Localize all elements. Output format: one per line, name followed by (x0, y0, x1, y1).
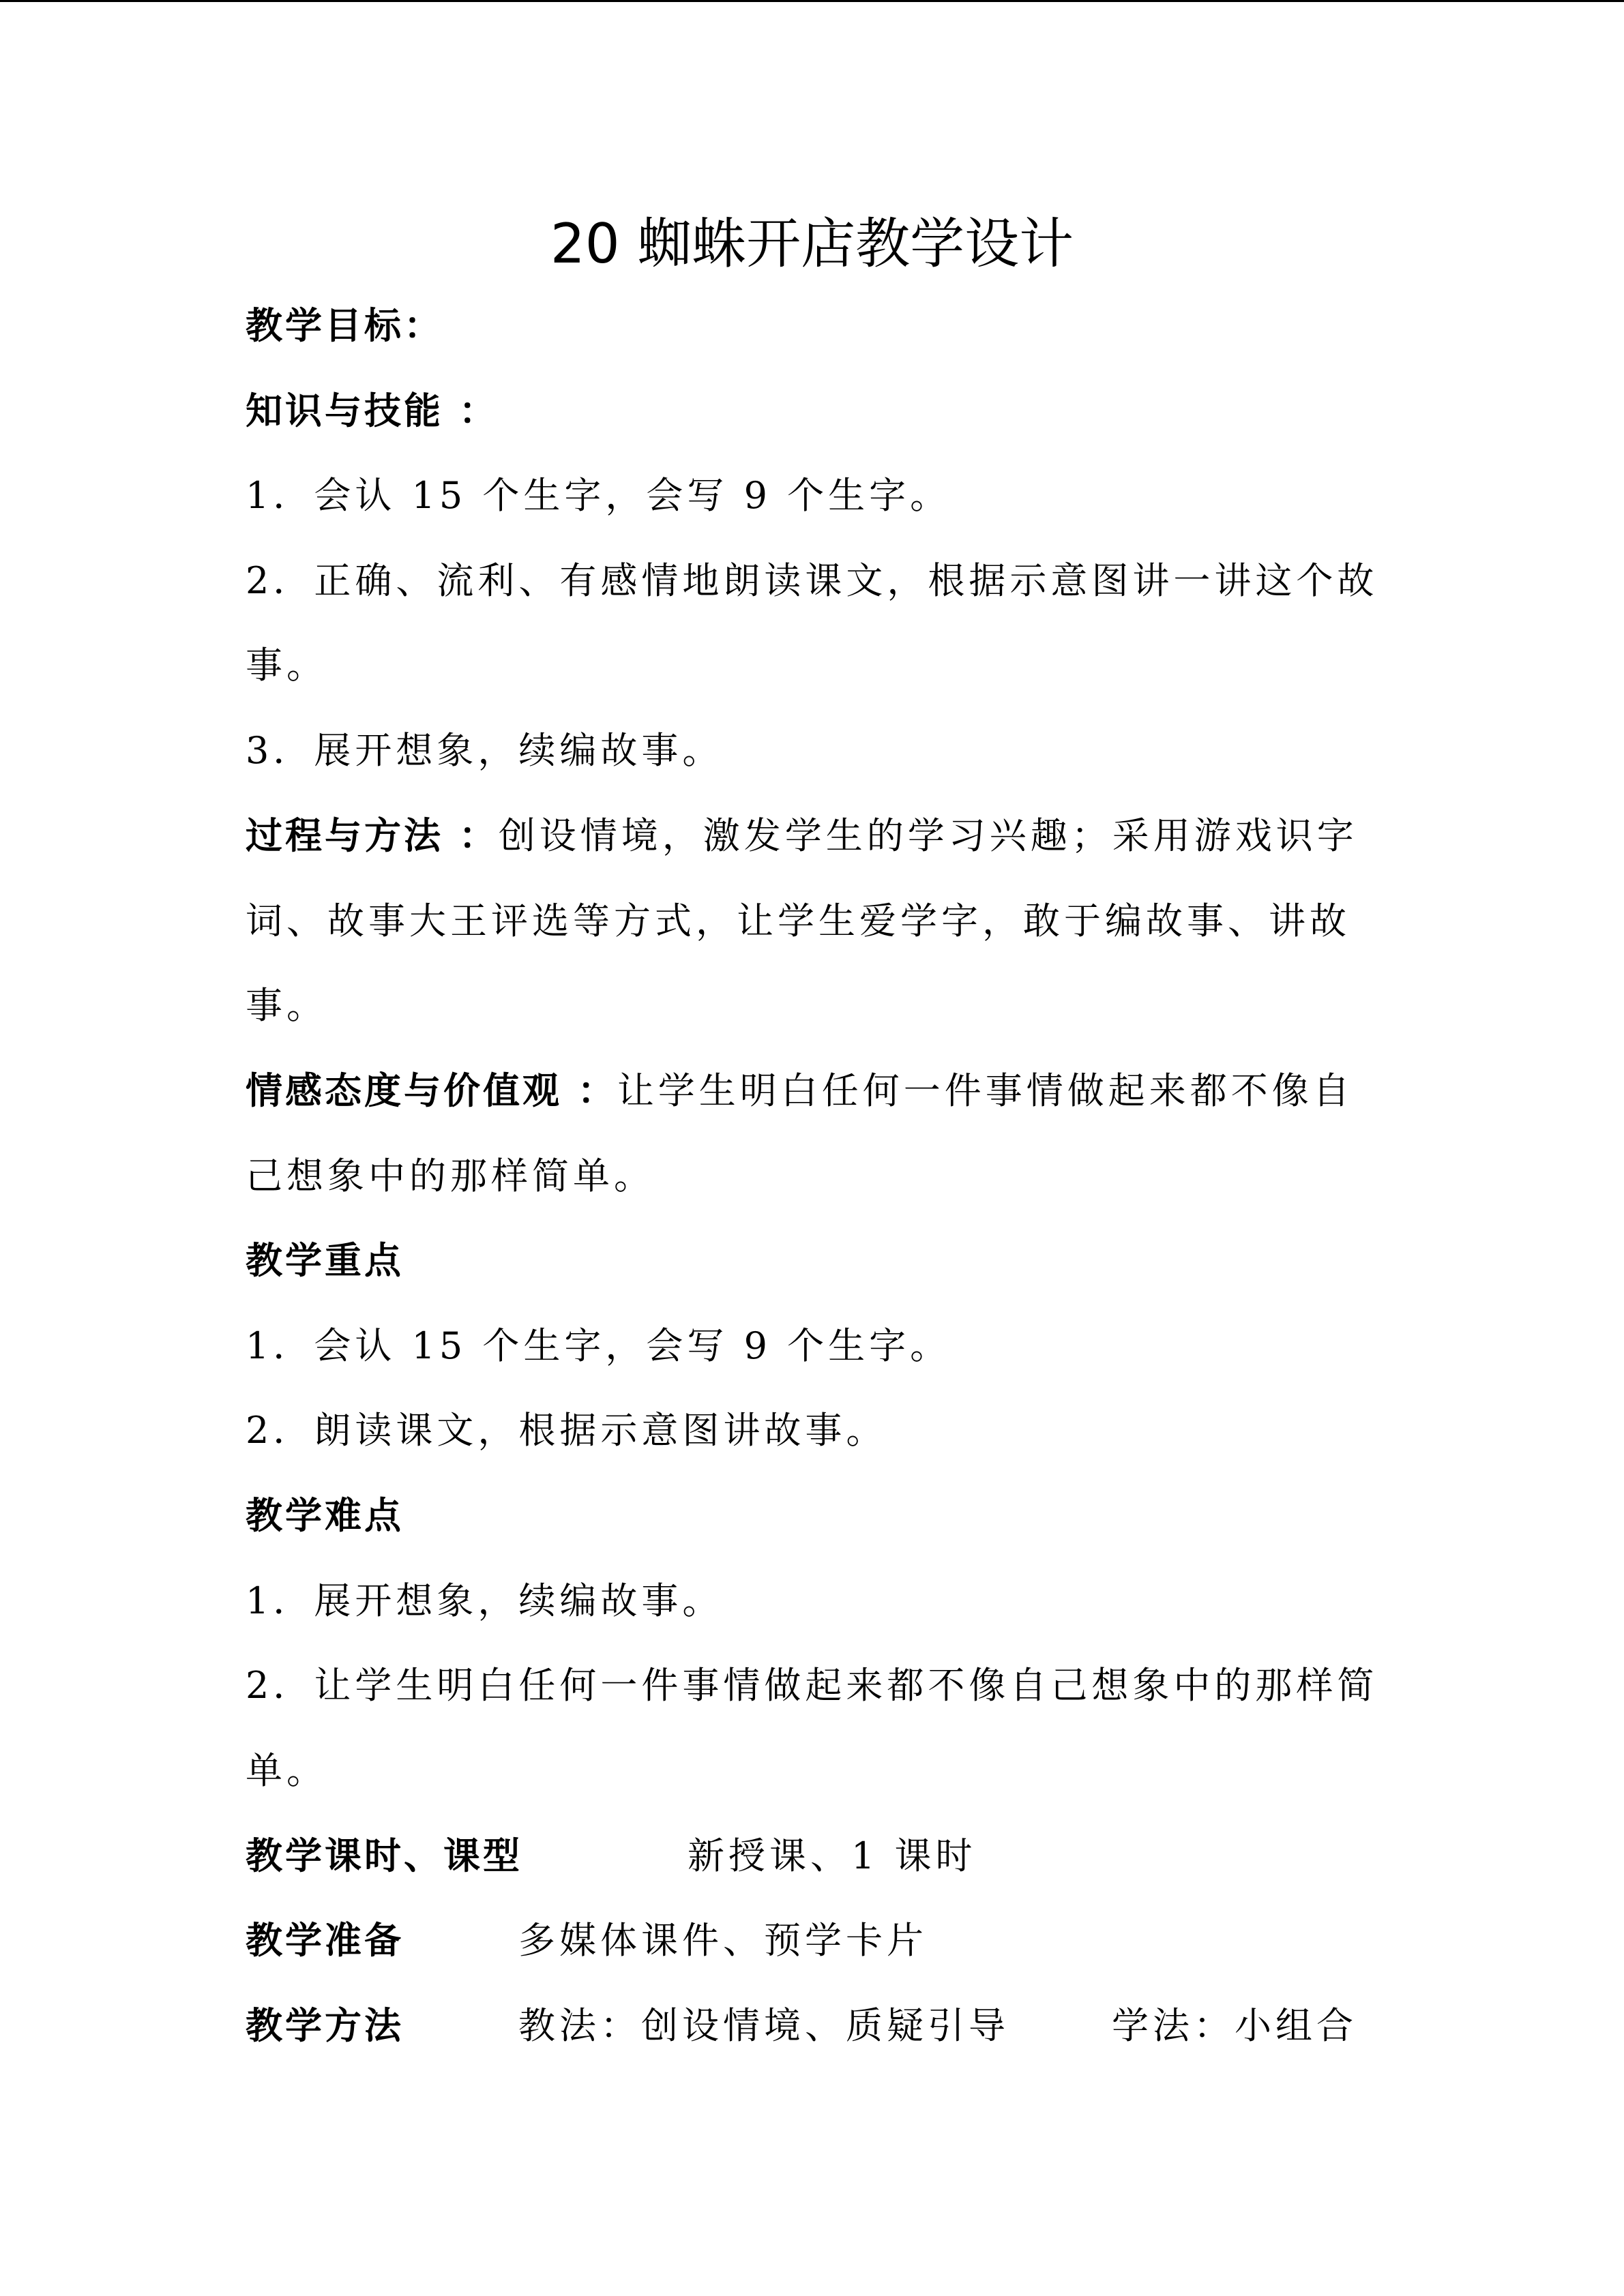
preparation-value: 多媒体课件、预学卡片 (518, 1919, 928, 1962)
key-point-item: 1．会认 15 个生字，会写 9 个生字。 (246, 1324, 951, 1367)
knowledge-item: 2．正确、流利、有感情地朗读课文，根据示意图讲一讲这个故 (246, 559, 1378, 602)
process-text: 词、故事大王评选等方式，让学生爱学字，敢于编故事、讲故 (246, 899, 1350, 942)
knowledge-label: 知识与技能 ： (246, 389, 499, 432)
difficulty-item: 2．让学生明白任何一件事情做起来都不像自己想象中的那样简 (246, 1664, 1378, 1707)
methods-label: 教学方法 (246, 2004, 404, 2047)
difficulties-heading: 教学难点 (246, 1494, 404, 1537)
objectives-heading: 教学目标： (246, 304, 443, 347)
class-type-row (246, 1830, 1378, 1882)
difficulty-item: 1．展开想象，续编故事。 (246, 1579, 724, 1622)
knowledge-item: 事。 (246, 644, 327, 687)
class-type-label: 教学课时、课型 (246, 1834, 522, 1877)
emotion-text: 让学生明白任何一件事情做起来都不像自 (617, 1069, 1354, 1112)
methods-row (246, 2000, 1378, 2052)
preparation-row (246, 1915, 1378, 1967)
teaching-method: 教法：创设情境、质疑引导 (518, 2004, 1009, 2047)
preparation-label: 教学准备 (246, 1919, 404, 1962)
page-title: 20 蜘蛛开店教学设计 (550, 212, 1074, 275)
process-label: 过程与方法 ： (246, 814, 499, 857)
emotion-label: 情感态度与价值观 ： (246, 1069, 617, 1112)
knowledge-item: 3．展开想象，续编故事。 (246, 729, 724, 772)
process-text: 创设情境，激发学生的学习兴趣；采用游戏识字 (498, 814, 1358, 857)
learning-method: 学法：小组合 (1112, 2004, 1357, 2047)
emotion-text: 己想象中的那样简单。 (246, 1154, 655, 1197)
emotion-paragraph (246, 1065, 1378, 1117)
key-point-item: 2．朗读课文，根据示意图讲故事。 (246, 1409, 887, 1452)
class-type-value: 新授课、1 课时 (688, 1834, 977, 1877)
difficulty-item: 单。 (246, 1749, 327, 1792)
process-text: 事。 (246, 984, 327, 1027)
key-points-heading: 教学重点 (246, 1239, 404, 1282)
process-paragraph (246, 810, 1378, 862)
knowledge-item: 1．会认 15 个生字，会写 9 个生字。 (246, 474, 951, 517)
